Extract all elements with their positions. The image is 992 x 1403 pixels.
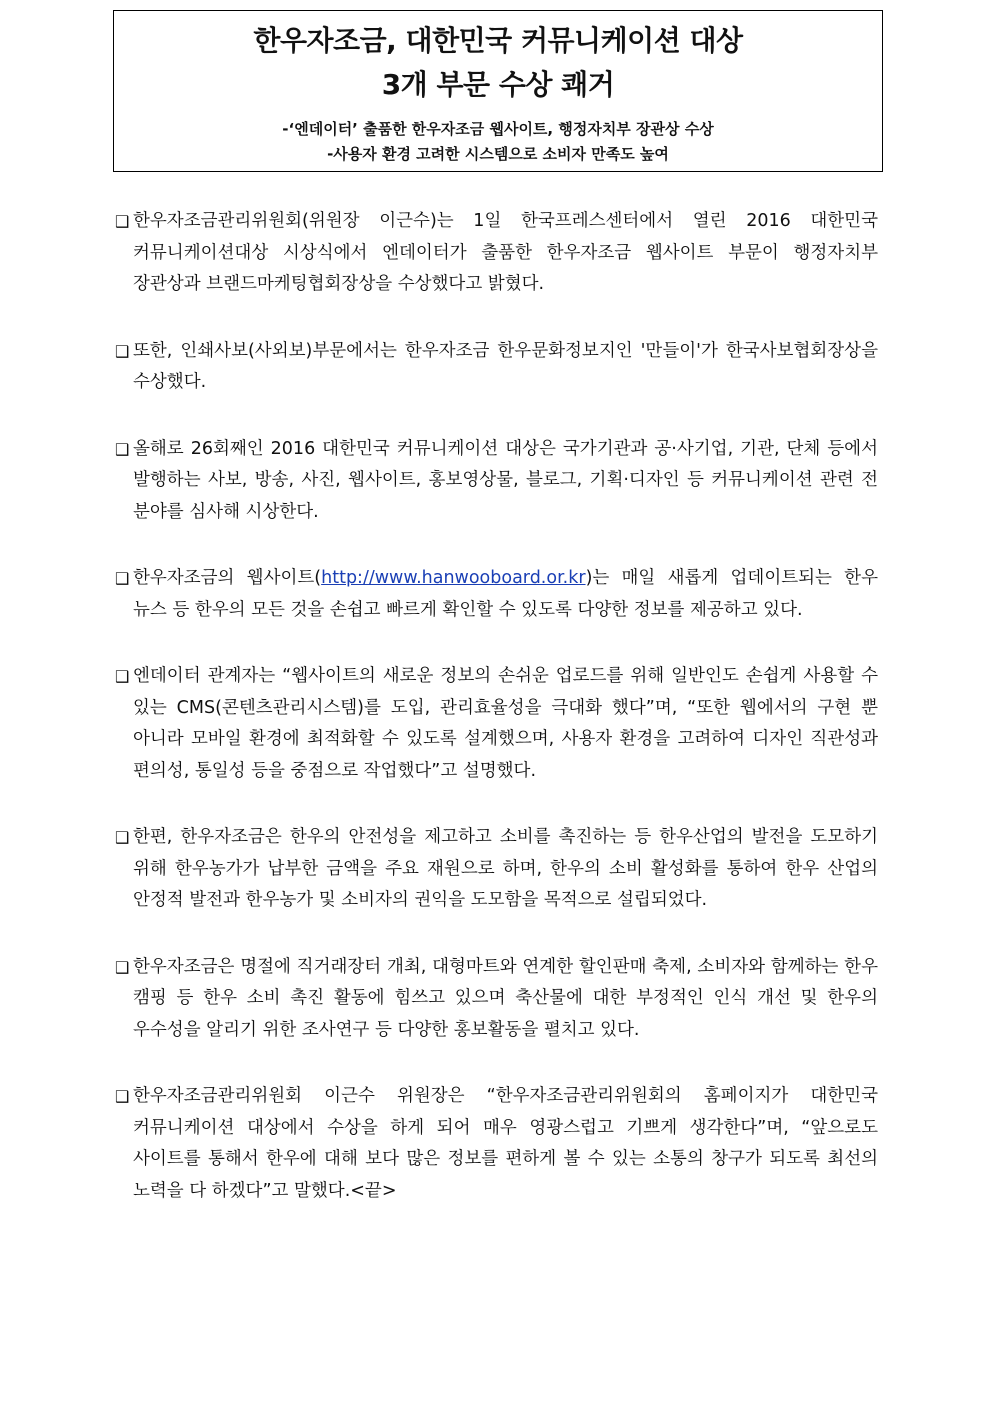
paragraph-2 [115,336,878,399]
paragraph-text: 또한, 인쇄사보(사외보)부문에서는 한우자조금 한우문화정보지인 '만들이'가 한국사보협회장상을 수상했다. [133,340,878,392]
paragraph-text-after-link: )는 매일 새롭게 업데이트되는 한우 뉴스 등 한우의 모든 것을 손쉽고 빠르게 확인할 수 있도록 다양한 정보를 제공하고 있다. [133,568,878,620]
square-bullet-icon: ❑ [115,1087,130,1106]
square-bullet-icon: ❑ [115,828,130,847]
paragraph-text: 한편, 한우자조금은 한우의 안전성을 제고하고 소비를 촉진하는 등 한우산업의 발전을 도모하기 위해 한우농가가 납부한 금액을 주요 재원으로 하며, 한우의 소비 활성화를 통하여 한우 산업의 안정적 발전과 한우농가 및 소비자의 권익을 도모함을 목적으로 설립되었다. [133,827,878,910]
paragraph-text: 엔데이터 관계자는 “웹사이트의 새로운 정보의 손쉬운 업로드를 위해 일반인도 손쉽게 사용할 수 있는 CMS(콘텐츠관리시스템)를 도입, 관리효율성을 극대화 했다”며, “또한 웹에서의 구현 뿐 아니라 모바일 환경에 최적화할 수 있도록 설계했으며, 사용자 환경을 고려하여 디자인 직관성과 편의성, 통일성 등을 중점으로 작업했다”고 설명했다. [133,666,878,781]
paragraph-text: 한우자조금은 명절에 직거래장터 개최, 대형마트와 연계한 할인판매 축제, 소비자와 함께하는 한우 캠핑 등 한우 소비 촉진 활동에 힘쓰고 있으며 축산물에 대한 부정적인 인식 개선 및 한우의 우수성을 알리기 위한 조사연구 등 다양한 홍보활동을 펼치고 있다. [133,956,878,1040]
paragraph-7 [115,952,878,1047]
article-body [115,206,878,1242]
paragraph-5 [115,661,878,787]
paragraph-3 [115,434,878,529]
square-bullet-icon: ❑ [115,439,130,459]
paragraph-text-before-link: 한우자조금의 웹사이트( [133,568,322,588]
subtitle-line-1: -‘엔데이터’ 출품한 한우자조금 웹사이트, 행정자치부 장관상 수상 [282,120,714,138]
paragraph-8 [115,1081,878,1207]
paragraph-text: 올해로 26회째인 2016 대한민국 커뮤니케이션 대상은 국가기관과 공·사기업, 기관, 단체 등에서 발행하는 사보, 방송, 사진, 웹사이트, 홍보영상물, 블로그, 기획·디자인 등 커뮤니케이션 관련 전 분야를 심사해 시상한다. [133,438,878,522]
square-bullet-icon: ❑ [115,212,130,231]
headline-title-line-2: 3개 부문 수상 쾌거 [381,68,615,101]
square-bullet-icon: ❑ [115,667,130,686]
headline-title-line-1: 한우자조금, 대한민국 커뮤니케이션 대상 [253,24,743,57]
paragraph-1 [115,206,878,301]
square-bullet-icon: ❑ [115,957,130,977]
paragraph-text: 한우자조금관리위원회(위원장 이근수)는 1일 한국프레스센터에서 열린 2016 대한민국 커뮤니케이션대상 시상식에서 엔데이터가 출품한 한우자조금 웹사이트 부문이 행정자치부 장관상과 브랜드마케팅협회장상을 수상했다고 밝혔다. [133,211,878,294]
headline-box [113,10,883,172]
paragraph-text: 한우자조금관리위원회 이근수 위원장은 “한우자조금관리위원회의 홈페이지가 대한민국 커뮤니케이션 대상에서 수상을 하게 되어 매우 영광스럽고 기쁘게 생각한다”며, “앞으로도 사이트를 통해서 한우에 대해 보다 많은 정보를 편하게 볼 수 있는 소통의 창구가 되도록 최선의 노력을 다 하겠다”고 말했다.<끝> [133,1086,878,1201]
paragraph-6 [115,822,878,917]
square-bullet-icon: ❑ [115,341,130,361]
paragraph-4 [115,563,878,626]
subtitle-line-2: -사용자 환경 고려한 시스템으로 소비자 만족도 높여 [327,145,669,163]
square-bullet-icon: ❑ [115,569,130,588]
website-link[interactable]: http://www.hanwooboard.or.kr [321,568,586,588]
